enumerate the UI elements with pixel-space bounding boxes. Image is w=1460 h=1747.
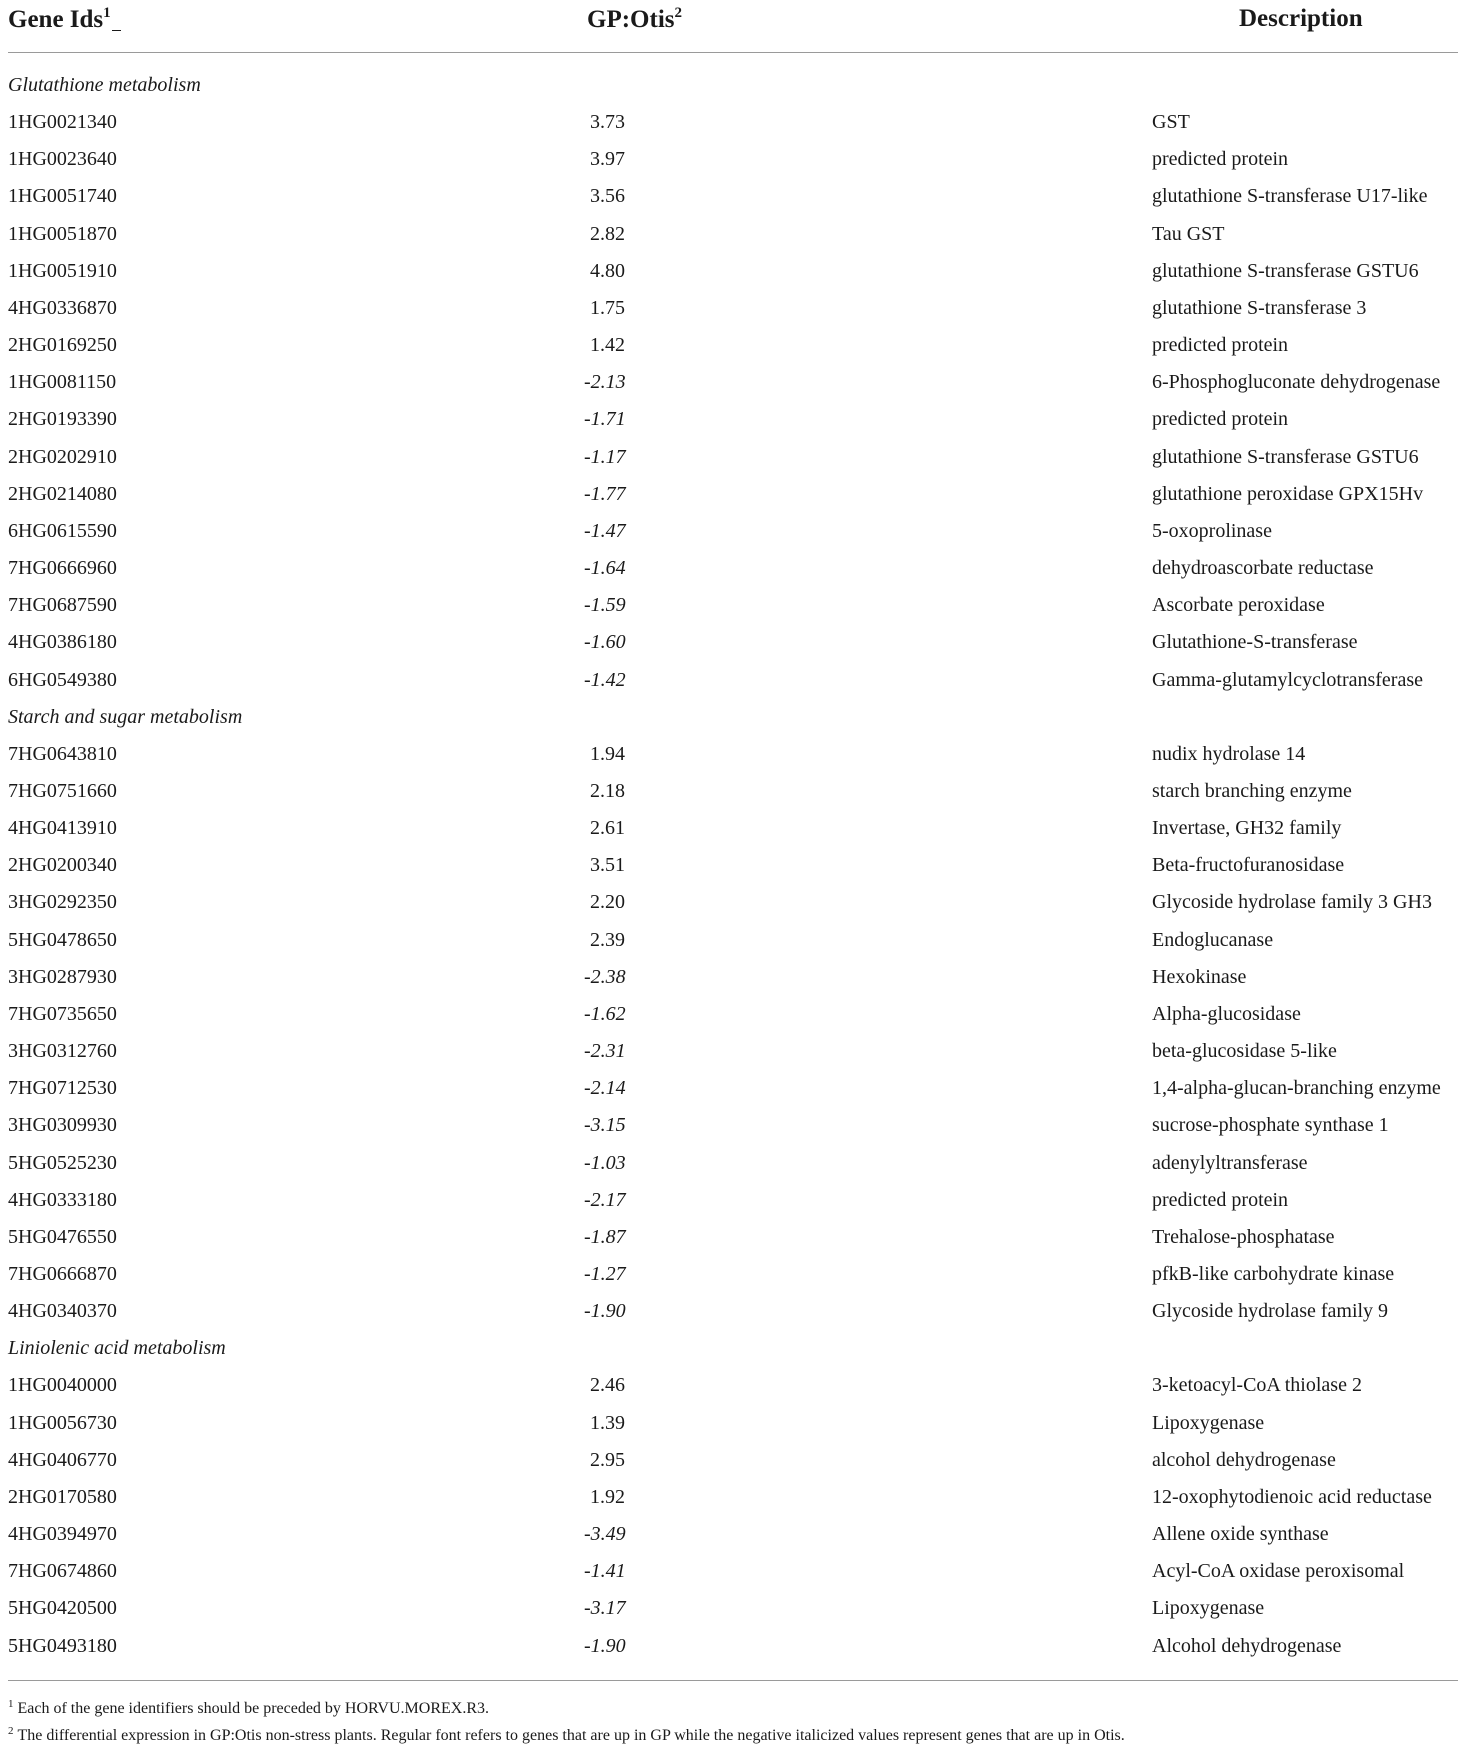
table-row: [8, 627, 1458, 664]
gene-id-cell: 5HG0478650: [8, 928, 117, 951]
gp-otis-value-cell: 2.18: [590, 779, 625, 802]
description-cell: glutathione peroxidase GPX15Hv: [1152, 482, 1424, 505]
description-cell: Lipoxygenase: [1152, 1597, 1265, 1620]
description-cell: Allene oxide synthase: [1152, 1523, 1329, 1546]
table-row: [8, 850, 1458, 887]
gp-otis-value-cell: -3.15: [584, 1114, 626, 1137]
footnote-1: $^1$ Each of the gene identifiers should be preceded by HORVU.MOREX.R3.: [8, 1698, 489, 1717]
gp-otis-value-cell: -3.49: [584, 1523, 626, 1546]
gp-otis-value-cell: -1.59: [584, 594, 626, 617]
gene-id-cell: 4HG0386180: [8, 631, 117, 654]
description-cell: 6-Phosphogluconate dehydrogenase: [1152, 371, 1441, 394]
table-row: [8, 999, 1458, 1036]
gene-id-cell: 4HG0340370: [8, 1300, 117, 1323]
table-row: [8, 219, 1458, 256]
gene-id-cell: 7HG0666870: [8, 1263, 117, 1285]
gene-id-cell: 1HG0021340: [8, 111, 117, 134]
gp-otis-value-cell: -2.31: [584, 1040, 626, 1063]
description-cell: alcohol dehydrogenase: [1152, 1448, 1336, 1471]
table-row: [8, 442, 1458, 479]
description-cell: predicted protein: [1152, 334, 1289, 357]
gp-otis-value-cell: 2.95: [590, 1448, 625, 1471]
description-cell: Acyl-CoA oxidase peroxisomal: [1152, 1560, 1405, 1583]
description-cell: Glutathione-S-transferase: [1152, 631, 1358, 654]
description-cell: glutathione S-transferase 3: [1152, 296, 1367, 319]
gp-otis-value-cell: 1.75: [590, 296, 625, 319]
section-header-row: [8, 1333, 1458, 1370]
gp-otis-value-cell: -2.13: [584, 371, 626, 394]
header-gene-ids-footnote-mark: 1: [103, 5, 111, 21]
gene-id-cell: 4HG0394970: [8, 1523, 117, 1546]
gp-otis-value-cell: 1.39: [590, 1411, 625, 1434]
table-row: [8, 1296, 1458, 1333]
header-description: Description: [1239, 5, 1363, 32]
description-cell: Lipoxygenase: [1152, 1411, 1265, 1434]
gene-id-cell: 4HG0406770: [8, 1448, 117, 1471]
description-cell: pfkB-like carbohydrate kinase: [1152, 1263, 1395, 1285]
description-cell: starch branching enzyme: [1152, 779, 1352, 802]
table-row: [8, 181, 1458, 218]
gp-otis-value-cell: -2.14: [584, 1077, 626, 1100]
table-row: [8, 1259, 1458, 1296]
footnote-2: $^2$ The differential expression in GP:Otis non-stress plants. Regular font refers to genes that are up in GP while the negative italicized values represent genes that are up in Otis.: [8, 1725, 1125, 1744]
section-title: Liniolenic acid metabolism: [8, 1337, 226, 1360]
gp-otis-value-cell: 1.94: [590, 742, 625, 765]
table-row: [8, 516, 1458, 553]
table-footnotes: [8, 1680, 1458, 1747]
gene-id-cell: 1HG0056730: [8, 1411, 117, 1434]
gene-id-cell: 3HG0292350: [8, 891, 117, 914]
gp-otis-value-cell: -1.03: [584, 1151, 626, 1174]
description-cell: adenylyltransferase: [1152, 1151, 1308, 1174]
description-cell: Tau GST: [1152, 222, 1225, 245]
description-cell: glutathione S-transferase GSTU6: [1152, 445, 1419, 468]
gene-id-cell: 7HG0687590: [8, 594, 117, 617]
gene-id-cell: 1HG0051740: [8, 185, 117, 208]
description-cell: predicted protein: [1152, 148, 1289, 171]
gp-otis-value-cell: 3.97: [590, 148, 625, 171]
gene-expression-table: [8, 0, 1458, 1657]
gp-otis-value-cell: 2.82: [590, 222, 625, 245]
section-title: Starch and sugar metabolism: [8, 705, 243, 728]
gp-otis-value-cell: 4.80: [590, 259, 625, 282]
gp-otis-value-cell: -1.87: [584, 1225, 626, 1248]
gp-otis-value-cell: 1.92: [590, 1485, 625, 1508]
table-row: [8, 1185, 1458, 1222]
gp-otis-value-cell: 2.61: [590, 817, 625, 840]
gp-otis-value-cell: -1.62: [584, 1002, 626, 1025]
description-cell: Beta-fructofuranosidase: [1152, 854, 1345, 877]
gene-id-cell: 3HG0312760: [8, 1040, 117, 1063]
gp-otis-value-cell: -1.71: [584, 408, 626, 431]
description-cell: glutathione S-transferase U17-like: [1152, 185, 1428, 208]
section-title: Glutathione metabolism: [8, 74, 201, 96]
gp-otis-value-cell: 3.56: [590, 185, 625, 208]
table-row: [8, 553, 1458, 590]
gene-id-cell: 2HG0170580: [8, 1485, 117, 1508]
description-cell: predicted protein: [1152, 1188, 1289, 1211]
table-row: [8, 1519, 1458, 1556]
description-cell: 3-ketoacyl-CoA thiolase 2: [1152, 1374, 1362, 1397]
gp-otis-value-cell: 2.20: [590, 891, 625, 914]
description-cell: Gamma-glutamylcyclotransferase: [1152, 668, 1423, 691]
gene-id-cell: 4HG0333180: [8, 1188, 117, 1211]
gene-id-cell: 5HG0525230: [8, 1151, 117, 1174]
table-row: [8, 1593, 1458, 1630]
gene-id-cell: 2HG0214080: [8, 482, 117, 505]
table-row: [8, 776, 1458, 813]
gene-id-cell: 2HG0169250: [8, 334, 117, 357]
description-cell: Invertase, GH32 family: [1152, 817, 1342, 840]
gene-id-cell: 1HG0051910: [8, 259, 117, 282]
description-cell: Glycoside hydrolase family 9: [1152, 1300, 1389, 1323]
gene-id-cell: 7HG0712530: [8, 1077, 117, 1100]
gp-otis-value-cell: -3.17: [584, 1597, 626, 1620]
gene-id-cell: 1HG0023640: [8, 148, 117, 171]
description-cell: dehydroascorbate reductase: [1152, 557, 1374, 580]
header-gene-ids: Gene Ids$^1$: [8, 5, 121, 34]
gene-id-cell: 3HG0287930: [8, 965, 117, 988]
description-cell: glutathione S-transferase GSTU6: [1152, 259, 1419, 282]
description-cell: Glycoside hydrolase family 3 GH3: [1152, 891, 1432, 914]
table-row: [8, 1222, 1458, 1259]
header-gp-otis-footnote-mark: 2: [674, 5, 682, 21]
description-cell: 12-oxophytodienoic acid reductase: [1152, 1485, 1432, 1508]
table-row: [8, 107, 1458, 144]
gene-id-cell: 3HG0309930: [8, 1114, 117, 1137]
gp-otis-value-cell: -2.17: [584, 1188, 626, 1211]
gene-id-cell: 5HG0476550: [8, 1225, 117, 1248]
gene-id-cell: 7HG0666960: [8, 557, 117, 580]
table-row: [8, 404, 1458, 441]
table-row: [8, 330, 1458, 367]
gp-otis-value-cell: -1.60: [584, 631, 626, 654]
description-cell: 1,4-alpha-glucan-branching enzyme: [1152, 1077, 1441, 1100]
gp-otis-value-cell: -1.90: [584, 1634, 626, 1657]
gene-id-cell: 1HG0081150: [8, 371, 117, 394]
description-cell: Trehalose-phosphatase: [1152, 1225, 1335, 1248]
description-cell: Hexokinase: [1152, 965, 1247, 988]
table-row: [8, 665, 1458, 702]
gp-otis-value-cell: -1.90: [584, 1300, 626, 1323]
table-row: [8, 1148, 1458, 1185]
table-row: [8, 1408, 1458, 1445]
gene-id-cell: 7HG0643810: [8, 742, 117, 765]
gp-otis-value-cell: -1.64: [584, 557, 626, 580]
gene-id-cell: 4HG0336870: [8, 296, 117, 319]
gene-id-cell: 1HG0051870: [8, 222, 117, 245]
table-row: [8, 479, 1458, 516]
section-header-row: [8, 702, 1458, 739]
gene-id-cell: 7HG0751660: [8, 779, 117, 802]
table-row: [8, 1556, 1458, 1593]
table-row: [8, 367, 1458, 404]
description-cell: predicted protein: [1152, 408, 1289, 431]
description-cell: beta-glucosidase 5-like: [1152, 1040, 1337, 1063]
gp-otis-value-cell: -1.47: [584, 519, 626, 542]
description-cell: 5-oxoprolinase: [1152, 519, 1272, 542]
gp-otis-value-cell: 1.42: [590, 334, 625, 357]
table-row: [8, 1631, 1458, 1668]
table-row: [8, 925, 1458, 962]
gp-otis-value-cell: 3.51: [590, 854, 625, 877]
gp-otis-value-cell: -1.77: [584, 482, 626, 505]
table-body: [8, 70, 1458, 1668]
section-header-row: [8, 70, 1458, 107]
gp-otis-value-cell: -1.42: [584, 668, 626, 691]
gp-otis-value-cell: -1.41: [584, 1560, 626, 1583]
table-row: [8, 739, 1458, 776]
gene-id-cell: 6HG0549380: [8, 668, 117, 691]
table-row: [8, 1073, 1458, 1110]
table-row: [8, 1370, 1458, 1407]
gene-id-cell: 2HG0202910: [8, 445, 117, 468]
gene-id-cell: 4HG0413910: [8, 817, 117, 840]
gene-id-cell: 5HG0420500: [8, 1597, 117, 1620]
header-gp-otis: GP:Otis$^2$: [587, 5, 682, 33]
description-cell: Alcohol dehydrogenase: [1152, 1634, 1342, 1657]
gene-id-cell: 1HG0040000: [8, 1374, 117, 1397]
table-row: [8, 144, 1458, 181]
table-row: [8, 1110, 1458, 1147]
gp-otis-value-cell: -1.27: [584, 1263, 626, 1285]
table-row: [8, 962, 1458, 999]
gp-otis-value-cell: 2.39: [590, 928, 625, 951]
table-row: [8, 293, 1458, 330]
table-row: [8, 1036, 1458, 1073]
table-row: [8, 590, 1458, 627]
table-row: [8, 1445, 1458, 1482]
gp-otis-value-cell: 2.46: [590, 1374, 625, 1397]
gp-otis-value-cell: -2.38: [584, 965, 626, 988]
description-cell: nudix hydrolase 14: [1152, 742, 1306, 765]
gp-otis-value-cell: -1.17: [584, 445, 626, 468]
description-cell: GST: [1152, 111, 1190, 134]
gene-id-cell: 7HG0674860: [8, 1560, 117, 1583]
gene-id-cell: 7HG0735650: [8, 1002, 117, 1025]
table-row: [8, 1482, 1458, 1519]
table-row: [8, 813, 1458, 850]
gp-otis-value-cell: 3.73: [590, 111, 625, 134]
description-cell: Ascorbate peroxidase: [1152, 594, 1325, 617]
gene-id-cell: 5HG0493180: [8, 1634, 117, 1657]
gene-id-cell: 2HG0193390: [8, 408, 117, 431]
table-header: [8, 0, 1458, 53]
table-row: [8, 887, 1458, 924]
description-cell: Alpha-glucosidase: [1152, 1002, 1301, 1025]
description-cell: sucrose-phosphate synthase 1: [1152, 1114, 1389, 1137]
table-row: [8, 256, 1458, 293]
gene-id-cell: 6HG0615590: [8, 519, 117, 542]
gene-id-cell: 2HG0200340: [8, 854, 117, 877]
description-cell: Endoglucanase: [1152, 928, 1274, 951]
